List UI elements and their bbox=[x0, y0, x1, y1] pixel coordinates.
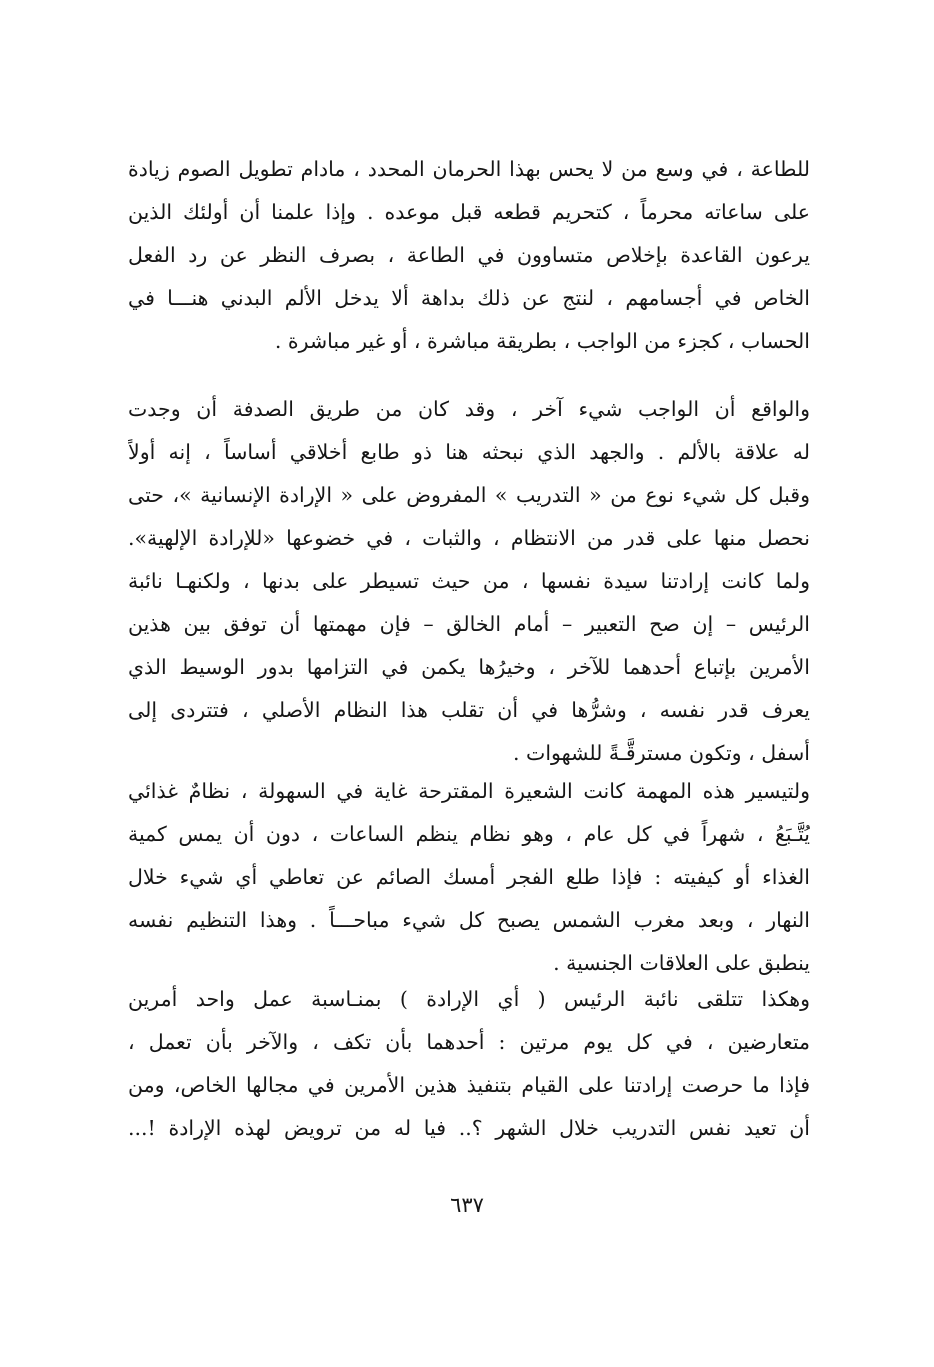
text-line: ولما كانت إرادتنا سيدة نفسها ، من حيث تسيطر على بدنها ، ولكنهـا نائبة bbox=[128, 569, 810, 593]
text-line: ولتيسير هذه المهمة كانت الشعيرة المقترحة غاية في السهولة ، نظامٌ غذائي bbox=[128, 779, 810, 803]
text-line: الخاص في أجسامهم ، لنتج عن ذلك بداهة ألا يدخل الألم البدني هنـــا في bbox=[128, 286, 810, 310]
text-line: أسفل ، وتكون مسترقَّـةً للشهوات . bbox=[513, 741, 810, 765]
text-line: والواقع أن الواجب شيء آخر ، وقد كان من طريق الصدفة أن وجدت bbox=[128, 397, 810, 421]
text-line: الحساب ، كجزء من الواجب ، بطريقة مباشرة ، أو غير مباشرة . bbox=[274, 329, 810, 353]
text-line: ينطبق على العلاقات الجنسية . bbox=[553, 951, 810, 975]
page-number: ٦٣٧ bbox=[450, 1193, 484, 1217]
text-line: له علاقة بالألم . والجهد الذي نبحثه هنا ذو طابع أخلاقي أساساً ، إنه أولاً bbox=[128, 440, 810, 464]
text-line: نحصل منها على قدر من الانتظام ، والثبات ، في خضوعها «للإرادة الإلهية». bbox=[128, 526, 810, 550]
text-line: الأمرين بإتباع أحدهما للآخر ، وخيرُها يكمن في التزامها بدور الوسيط الذي bbox=[128, 655, 810, 679]
text-line: يعرف قدر نفسه ، وشرُّها في أن تقلب هذا النظام الأصلي ، فتتردى إلى bbox=[128, 698, 810, 722]
text-line: للطاعة ، في وسع من لا يحس بهذا الحرمان المحدد ، مادام تطويل الصوم زيادة bbox=[128, 157, 810, 181]
paragraph-4 bbox=[128, 978, 810, 1150]
paragraph-3 bbox=[128, 770, 810, 985]
text-line: الغذاء أو كيفيته : فإذا طلع الفجر أمسك الصائم عن تعاطي أي شيء خلال bbox=[128, 865, 810, 889]
text-line: على ساعاته محرماً ، كتحريم قطعه قبل موعده . وإذا علمنا أن أولئك الذين bbox=[128, 200, 810, 224]
text-line: يُتَّـبَعُ ، شهراً في كل عام ، وهو نظام ينظم الساعات ، دون أن يمس كمية bbox=[128, 822, 810, 846]
text-line: وقبل كل شيء نوع من « التدريب » المفروض على « الإرادة الإنسانية »، حتى bbox=[128, 483, 810, 507]
text-line: فإذا ما حرصت إرادتنا على القيام بتنفيذ هذين الأمرين في مجالها الخاص، ومن bbox=[128, 1073, 810, 1097]
paragraph-1 bbox=[128, 148, 810, 363]
text-line: النهار ، وبعد مغرب الشمس يصبح كل شيء مباحـــاً . وهذا التنظيم نفسه bbox=[128, 908, 810, 932]
paragraph-2 bbox=[128, 388, 810, 775]
text-line: الرئيس – إن صح التعبير – أمام الخالق – فإن مهمتها أن توفق بين هذين bbox=[128, 612, 810, 636]
text-line: أن تعيد نفس التدريب خلال الشهر ؟.. فيا له من ترويض لهذه الإرادة !... bbox=[128, 1116, 810, 1140]
text-line: متعارضين ، في كل يوم مرتين : أحدهما بأن تكف ، والآخر بأن تعمل ، bbox=[128, 1030, 810, 1054]
text-line: يرعون القاعدة بإخلاص متساوون في الطاعة ، بصرف النظر عن رد الفعل bbox=[128, 243, 810, 267]
text-line: وهكذا تتلقى نائبة الرئيس ( أي الإرادة ) بمنـاسبة عمل واحد أمرين bbox=[128, 987, 810, 1011]
